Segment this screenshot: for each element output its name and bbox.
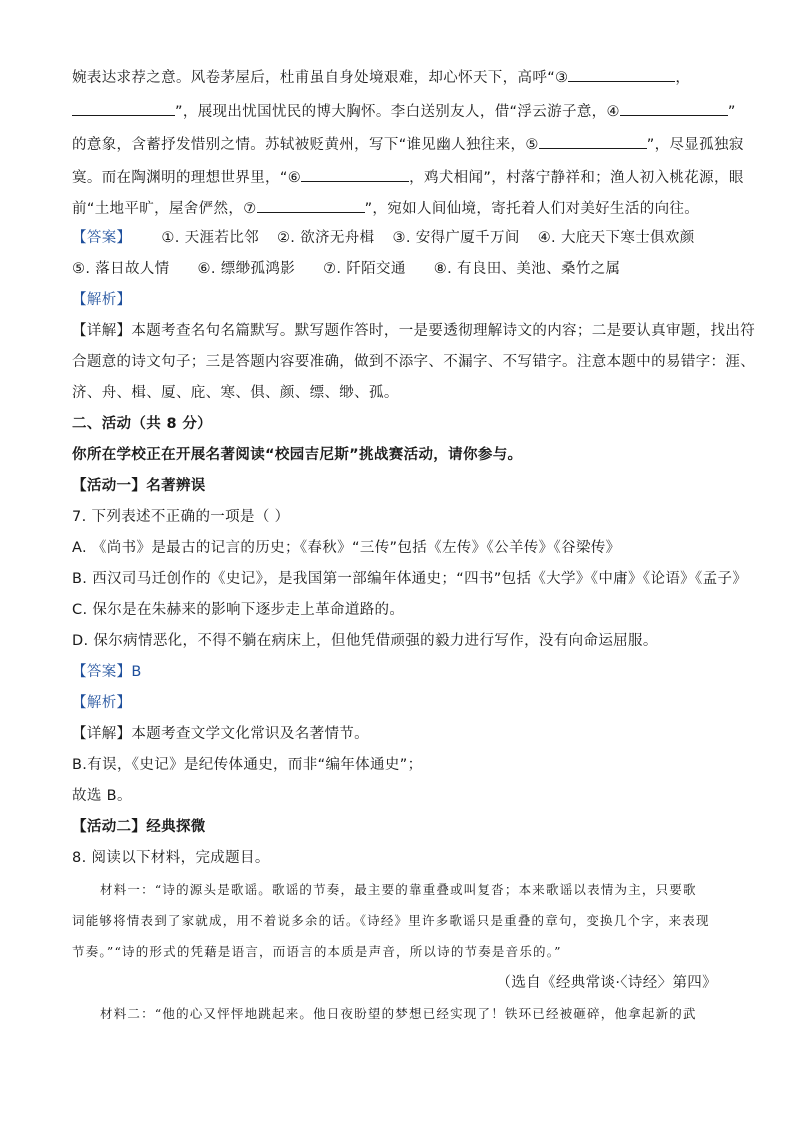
q6-detail-line-3: 济、舟、楫、厦、庇、寒、俱、颜、缥、缈、孤。 (72, 385, 399, 401)
answer-item: ⑤. 落日故人情 (72, 261, 170, 277)
answer-item: ②. 欲济无舟楫 (276, 230, 375, 246)
material-1-line-3: 节奏。”“诗的形式的凭藉是语言，而语言的本质是声音，所以诗的节奏是音乐的。” (72, 944, 562, 959)
q6-line-4: 寞。而在陶渊明的理想世界里，“⑥ ，鸡犬相闻”，村落宁静祥和；渔人初入桃花源，眼 (72, 166, 744, 188)
q6-line-2: ”，展现出忧国忧民的博大胸怀。李白送别友人，借“浮云游子意，④ ” (72, 100, 736, 122)
analysis-tag: 【解析】 (72, 292, 132, 308)
q7-explanation-b: B.有误，《史记》是纪传体通史，而非“编年体通史”； (72, 757, 423, 773)
material-1-line-2: 词能够将情表到了家就成，用不着说多余的话。《诗经》里许多歌谣只是重叠的章句，变换几个字，来表现 (72, 913, 710, 928)
answer-blank-5[interactable] (539, 133, 647, 149)
section-2-intro: 你所在学校正在开展名著阅读“校园吉尼斯”挑战赛活动，请你参与。 (72, 447, 523, 463)
q6-detail-line-1: 【详解】本题考查名句名篇默写。默写题作答时，一是要透彻理解诗文的内容；二是要认真审题，找出符 (72, 323, 756, 339)
activity-1-title: 【活动一】名著辨误 (72, 478, 206, 494)
material-1-source: （选自《经典常谈·〈诗经〉第四》 (496, 975, 717, 991)
material-1-line-1: 材料一：“诗的源头是歌谣。歌谣的节奏，最主要的靠重叠或叫复沓；本来歌谣以表情为主，只要歌 (100, 882, 697, 897)
q6-answer-row-2 (72, 259, 620, 279)
answer-blank-3[interactable] (568, 66, 675, 82)
q7-option-c[interactable]: C. 保尔是在朱赫来的影响下逐步走上革命道路的。 (72, 602, 405, 618)
answer-blank-4[interactable] (620, 100, 728, 116)
answer-blank-6[interactable] (301, 166, 409, 182)
q7-stem: 7. 下列表述不正确的一项是（ ） (72, 509, 290, 525)
answer-blank-3b[interactable] (72, 100, 175, 116)
q6-detail-line-2: 合题意的诗文句子；三是答题内容要准确，做到不添字、不漏字、不写错字。注意本题中的易错字：涯、 (72, 354, 756, 370)
q6-line-5: 前“土地平旷，屋舍俨然，⑦ ”，宛如人间仙境，寄托着人们对美好生活的向往。 (72, 197, 699, 219)
answer-item: ⑦. 阡陌交通 (323, 261, 406, 277)
q7-option-b[interactable]: B. 西汉司马迁创作的《史记》，是我国第一部编年体通史；“四书”包括《大学》《中庸》《论语》《孟子》 (72, 571, 748, 587)
q6-line-1: 婉表达求荐之意。风卷茅屋后，杜甫虽自身处境艰难，却心怀天下，高呼“③ ， (72, 66, 690, 88)
q7-conclusion: 故选 B。 (72, 788, 132, 804)
q6-answer-row-1 (72, 228, 695, 248)
answer-item: ⑧. 有良田、美池、桑竹之属 (433, 261, 621, 277)
activity-2-title: 【活动二】经典探微 (72, 819, 206, 835)
q7-answer: 【答案】B (72, 664, 142, 680)
q6-line-3: 的意象，含蓄抒发惜别之情。苏轼被贬黄州，写下“谁见幽人独往来，⑤ ”，尽显孤独寂 (72, 133, 744, 155)
answer-item: ④. 大庇天下寒士俱欢颜 (537, 230, 695, 246)
q7-analysis-tag: 【解析】 (72, 695, 132, 711)
q7-option-a[interactable]: A. 《尚书》是最古的记言的历史；《春秋》“三传”包括《左传》《公羊传》《谷梁传》 (72, 540, 621, 556)
q7-option-d[interactable]: D. 保尔病情恶化，不得不躺在病床上，但他凭借顽强的毅力进行写作，没有向命运屈服。 (72, 633, 658, 649)
q8-stem: 8. 阅读以下材料，完成题目。 (72, 850, 270, 866)
answer-item: ①. 天涯若比邻 (161, 230, 259, 246)
answer-item: ⑥. 缥缈孤鸿影 (197, 261, 296, 277)
q7-detail: 【详解】本题考查文学文化常识及名著情节。 (72, 726, 369, 742)
material-2-line-1: 材料二：“他的心又怦怦地跳起来。他日夜盼望的梦想已经实现了！铁环已经被砸碎，他拿起新的武 (100, 1006, 697, 1021)
section-2-title: 二、活动（共 8 分） (72, 416, 213, 432)
answer-item: ③. 安得广厦千万间 (392, 230, 520, 246)
answer-blank-7[interactable] (257, 197, 365, 213)
answer-tag: 【答案】 (72, 230, 132, 246)
